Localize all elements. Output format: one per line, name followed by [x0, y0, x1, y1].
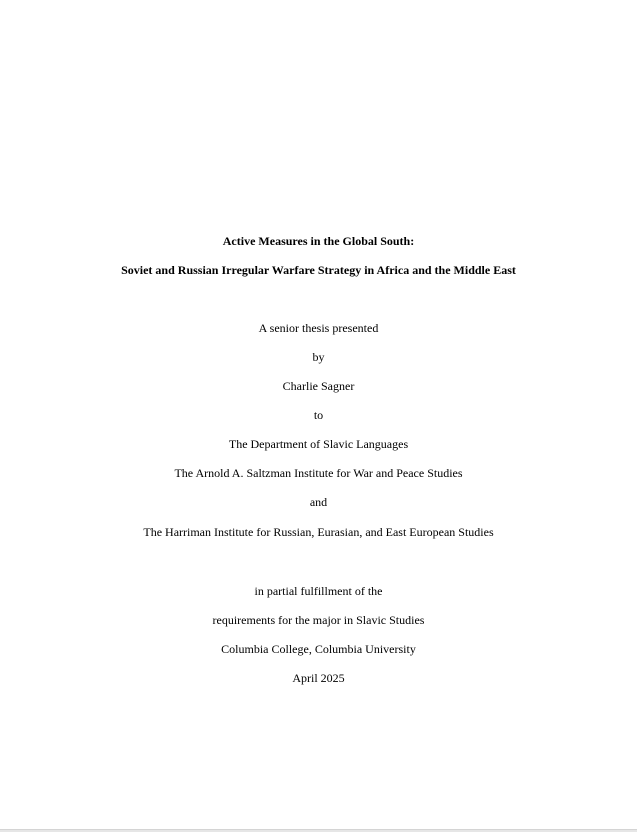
author-name: Charlie Sagner [282, 379, 355, 393]
college-name: Columbia College, Columbia University [221, 642, 416, 656]
fulfillment-line-2: requirements for the major in Slavic Studies [212, 613, 425, 627]
institute-name-1: The Arnold A. Saltzman Institute for War and Peace Studies [174, 466, 463, 480]
submission-date: April 2025 [292, 671, 345, 685]
to-line: to [313, 408, 324, 422]
institute-name-2: The Harriman Institute for Russian, Eurasian, and East European Studies [143, 525, 494, 539]
by-line: by [312, 350, 325, 364]
thesis-subtitle: Soviet and Russian Irregular Warfare Strategy in Africa and the Middle East [121, 263, 516, 277]
department-name: The Department of Slavic Languages [228, 437, 409, 451]
presentation-line: A senior thesis presented [258, 321, 379, 335]
and-line: and [309, 495, 328, 509]
fulfillment-line-1: in partial fulfillment of the [254, 584, 383, 598]
thesis-title: Active Measures in the Global South: [222, 234, 415, 248]
